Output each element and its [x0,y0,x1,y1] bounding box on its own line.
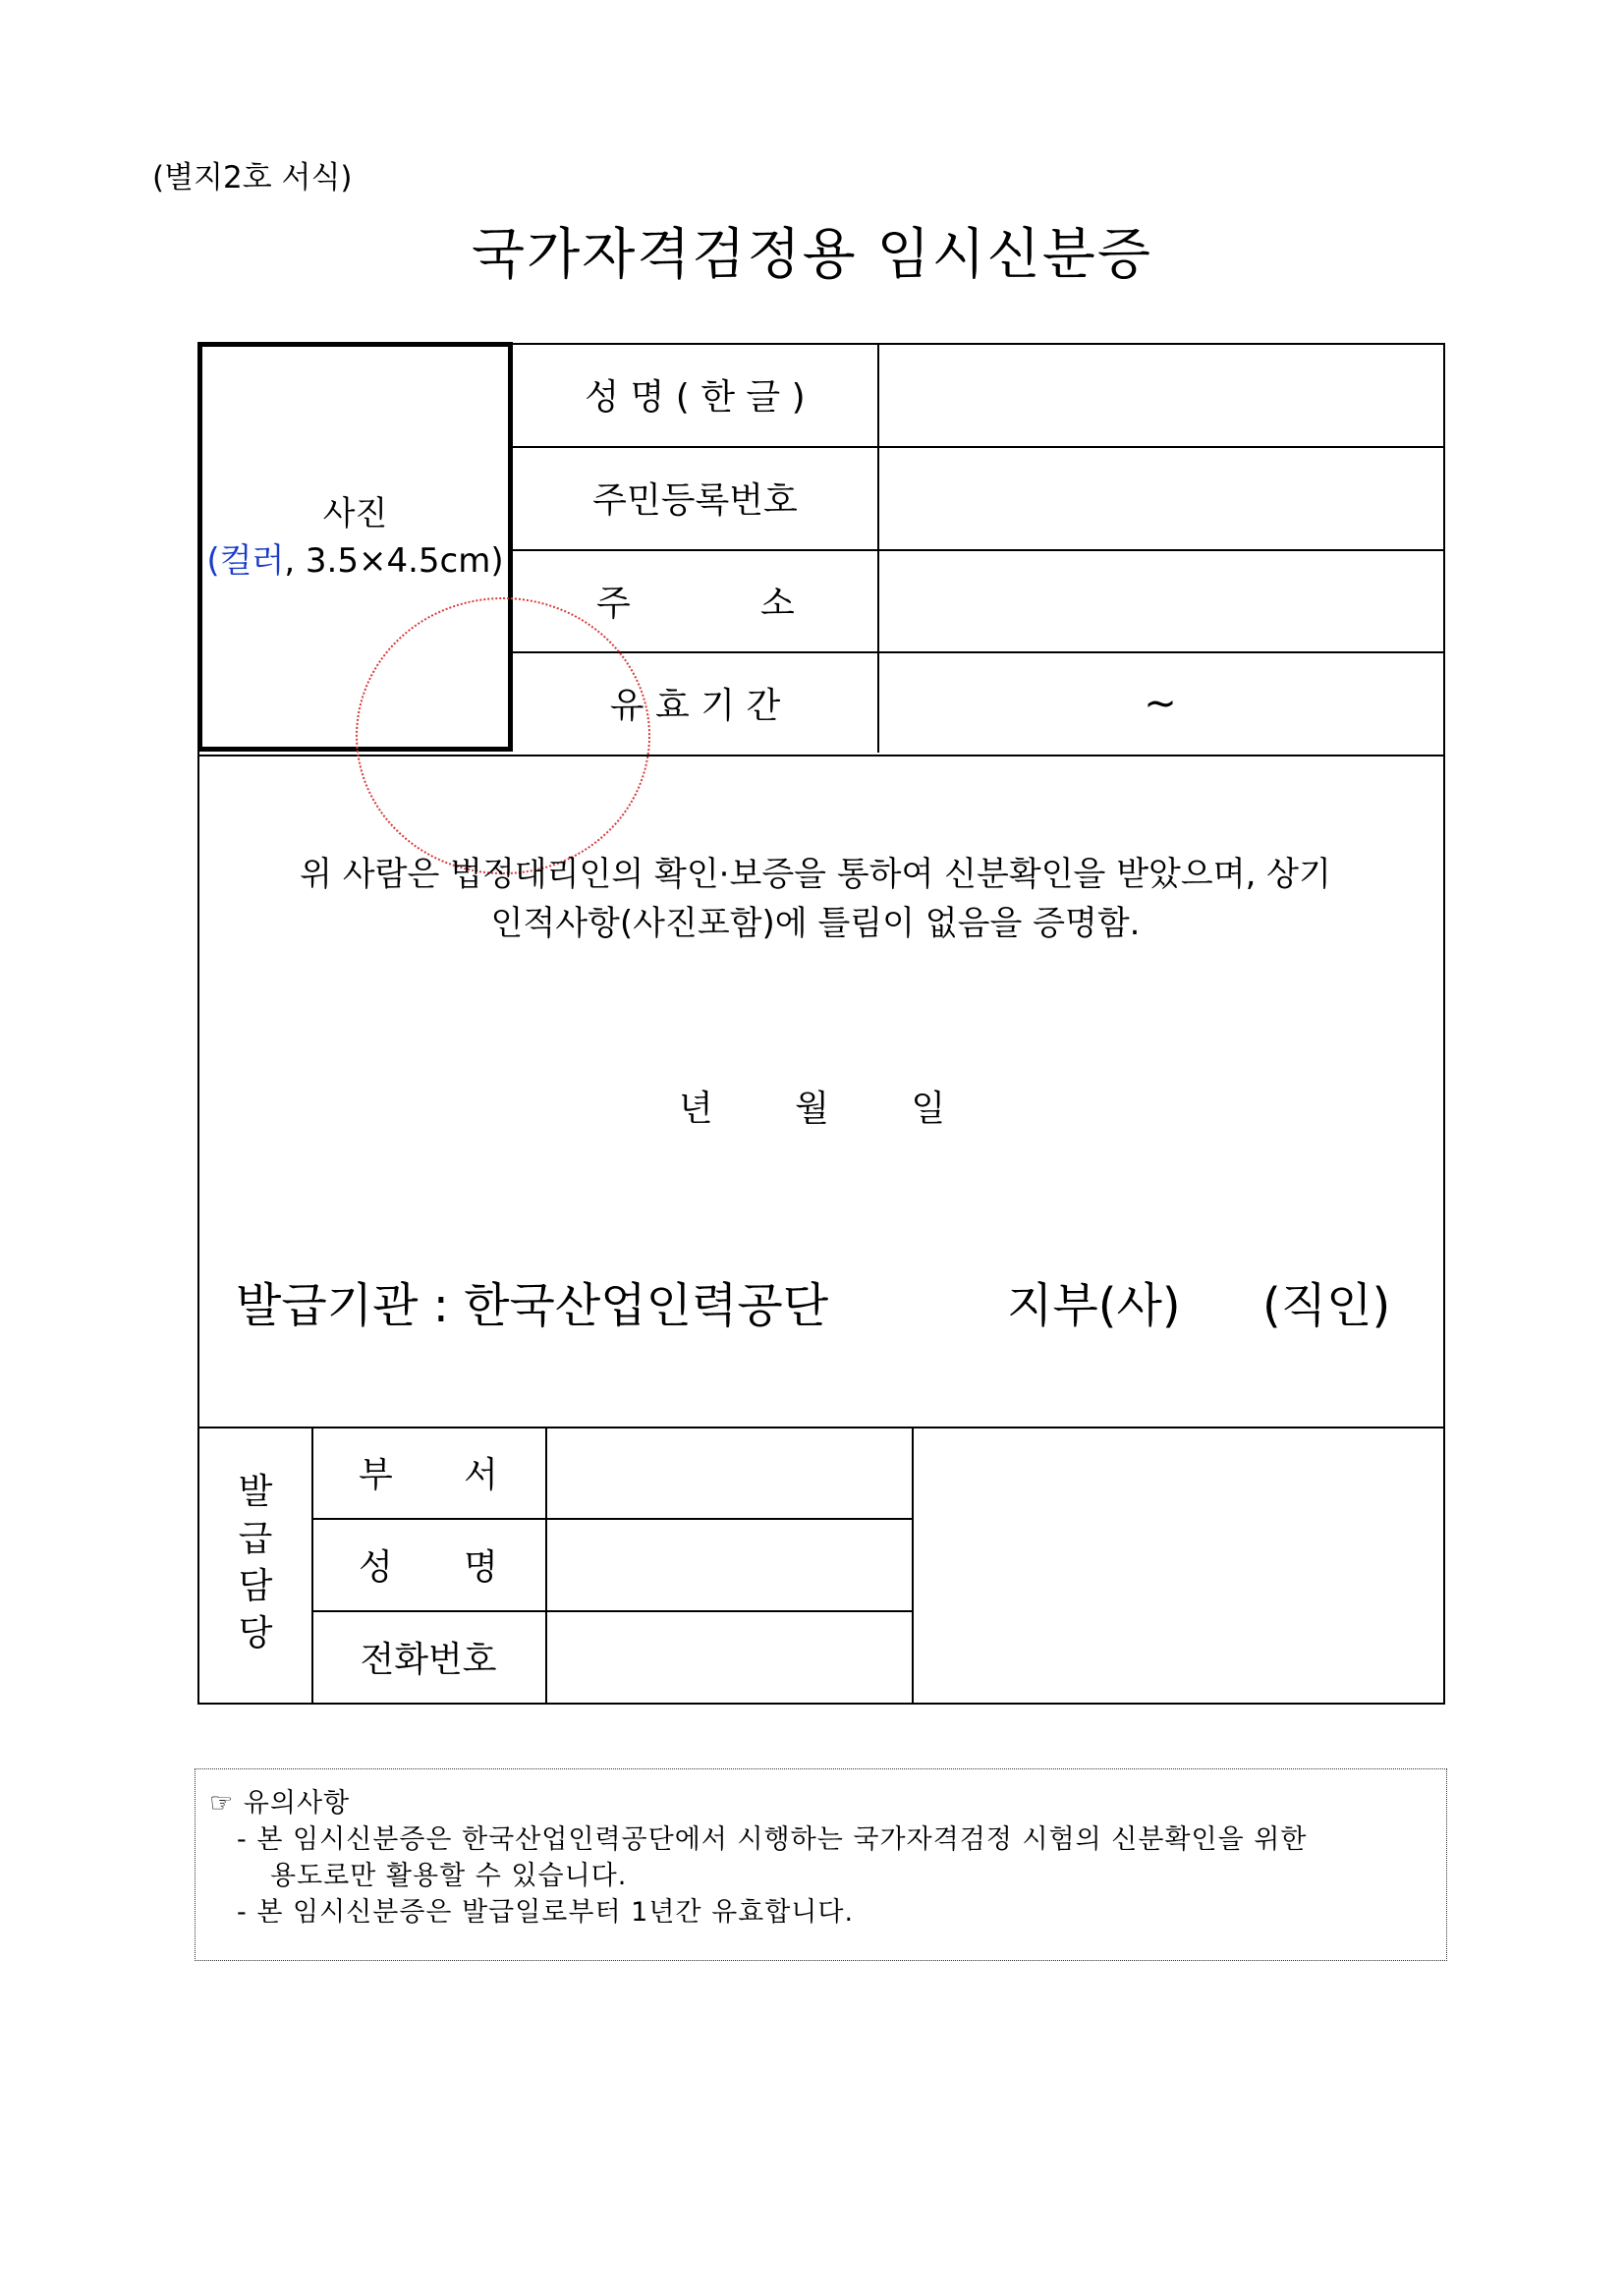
resident-number-label: 주민등록번호 [592,480,798,521]
photo-spec [206,537,503,585]
seal-stamp-circle [356,597,650,874]
issue-date [0,1081,1624,1131]
issuer-label: 발급기관 : 한국산업인력공단 [236,1278,829,1333]
document-title: 국가자격검정용 임시신분증 [472,223,1152,287]
photo-spec-size: , 3.5×4.5cm) [284,540,504,581]
issuing-staff-char-4: 당 [238,1613,273,1653]
address-value[interactable] [877,549,1443,651]
staff-name-label-right: 명 [464,1546,498,1588]
department-label-right: 서 [464,1455,498,1495]
certification-line-2: 인적사항(사진포함)에 틀림이 없음을 증명함. [490,904,1141,943]
notice-item-1-line-1: - 본 임시신분증은 한국산업인력공단에서 시행하는 국가자격검정 시험의 신분확인을 위한 [237,1824,1308,1855]
resident-number-value[interactable] [877,446,1443,549]
photo-spec-open: ( [206,540,220,581]
photo-label: 사진 [322,493,388,533]
staff-name-value[interactable] [545,1518,912,1610]
date-month-label: 월 [795,1089,829,1129]
notice-item-2: - 본 임시신분증은 발급일로부터 1년간 유효합니다. [237,1897,855,1928]
top-table-border-right [1443,343,1445,1704]
date-year-label: 년 [678,1089,713,1129]
issuing-staff-char-3: 담 [238,1566,273,1606]
phone-value[interactable] [545,1610,912,1703]
date-day-label: 일 [911,1089,946,1129]
notice-item-1-line-2: 용도로만 활용할 수 있습니다. [270,1861,628,1891]
department-label-left: 부 [359,1455,393,1495]
name-field-label: 성 명 ( 한 글 ) [585,377,806,418]
certification-line-1: 위 사람은 법정대리인의 확인·보증을 통하여 신분확인을 받았으며, 상기 [300,855,1331,894]
staff-name-label-left: 성 [359,1546,393,1588]
department-label [311,1427,545,1518]
validity-value[interactable]: ~ [1144,680,1177,726]
notice-heading: ☞ 유의사항 [209,1788,351,1819]
validity-label: 유 효 기 간 [609,686,781,726]
notice-box [195,1768,1447,1961]
issuer-branch: 지부(사) [1007,1278,1181,1333]
name-field-value[interactable] [877,343,1443,446]
address-label-left: 주 [596,583,631,624]
staff-seal-area[interactable] [912,1427,1443,1703]
top-table-border-bottom [197,1703,1445,1705]
phone-label: 전화번호 [360,1639,497,1680]
issuing-staff-char-2: 급 [238,1519,273,1559]
issuer-seal: (직인) [1262,1278,1391,1333]
department-value[interactable] [545,1427,912,1518]
issuing-staff-label [199,1427,311,1700]
form-number-label: (별지2호 서식) [152,160,353,196]
address-label-right: 소 [760,583,795,624]
staff-name-label [311,1518,545,1610]
issuing-staff-char-1: 발 [238,1472,273,1512]
photo-spec-color: 컬러 [219,540,285,581]
